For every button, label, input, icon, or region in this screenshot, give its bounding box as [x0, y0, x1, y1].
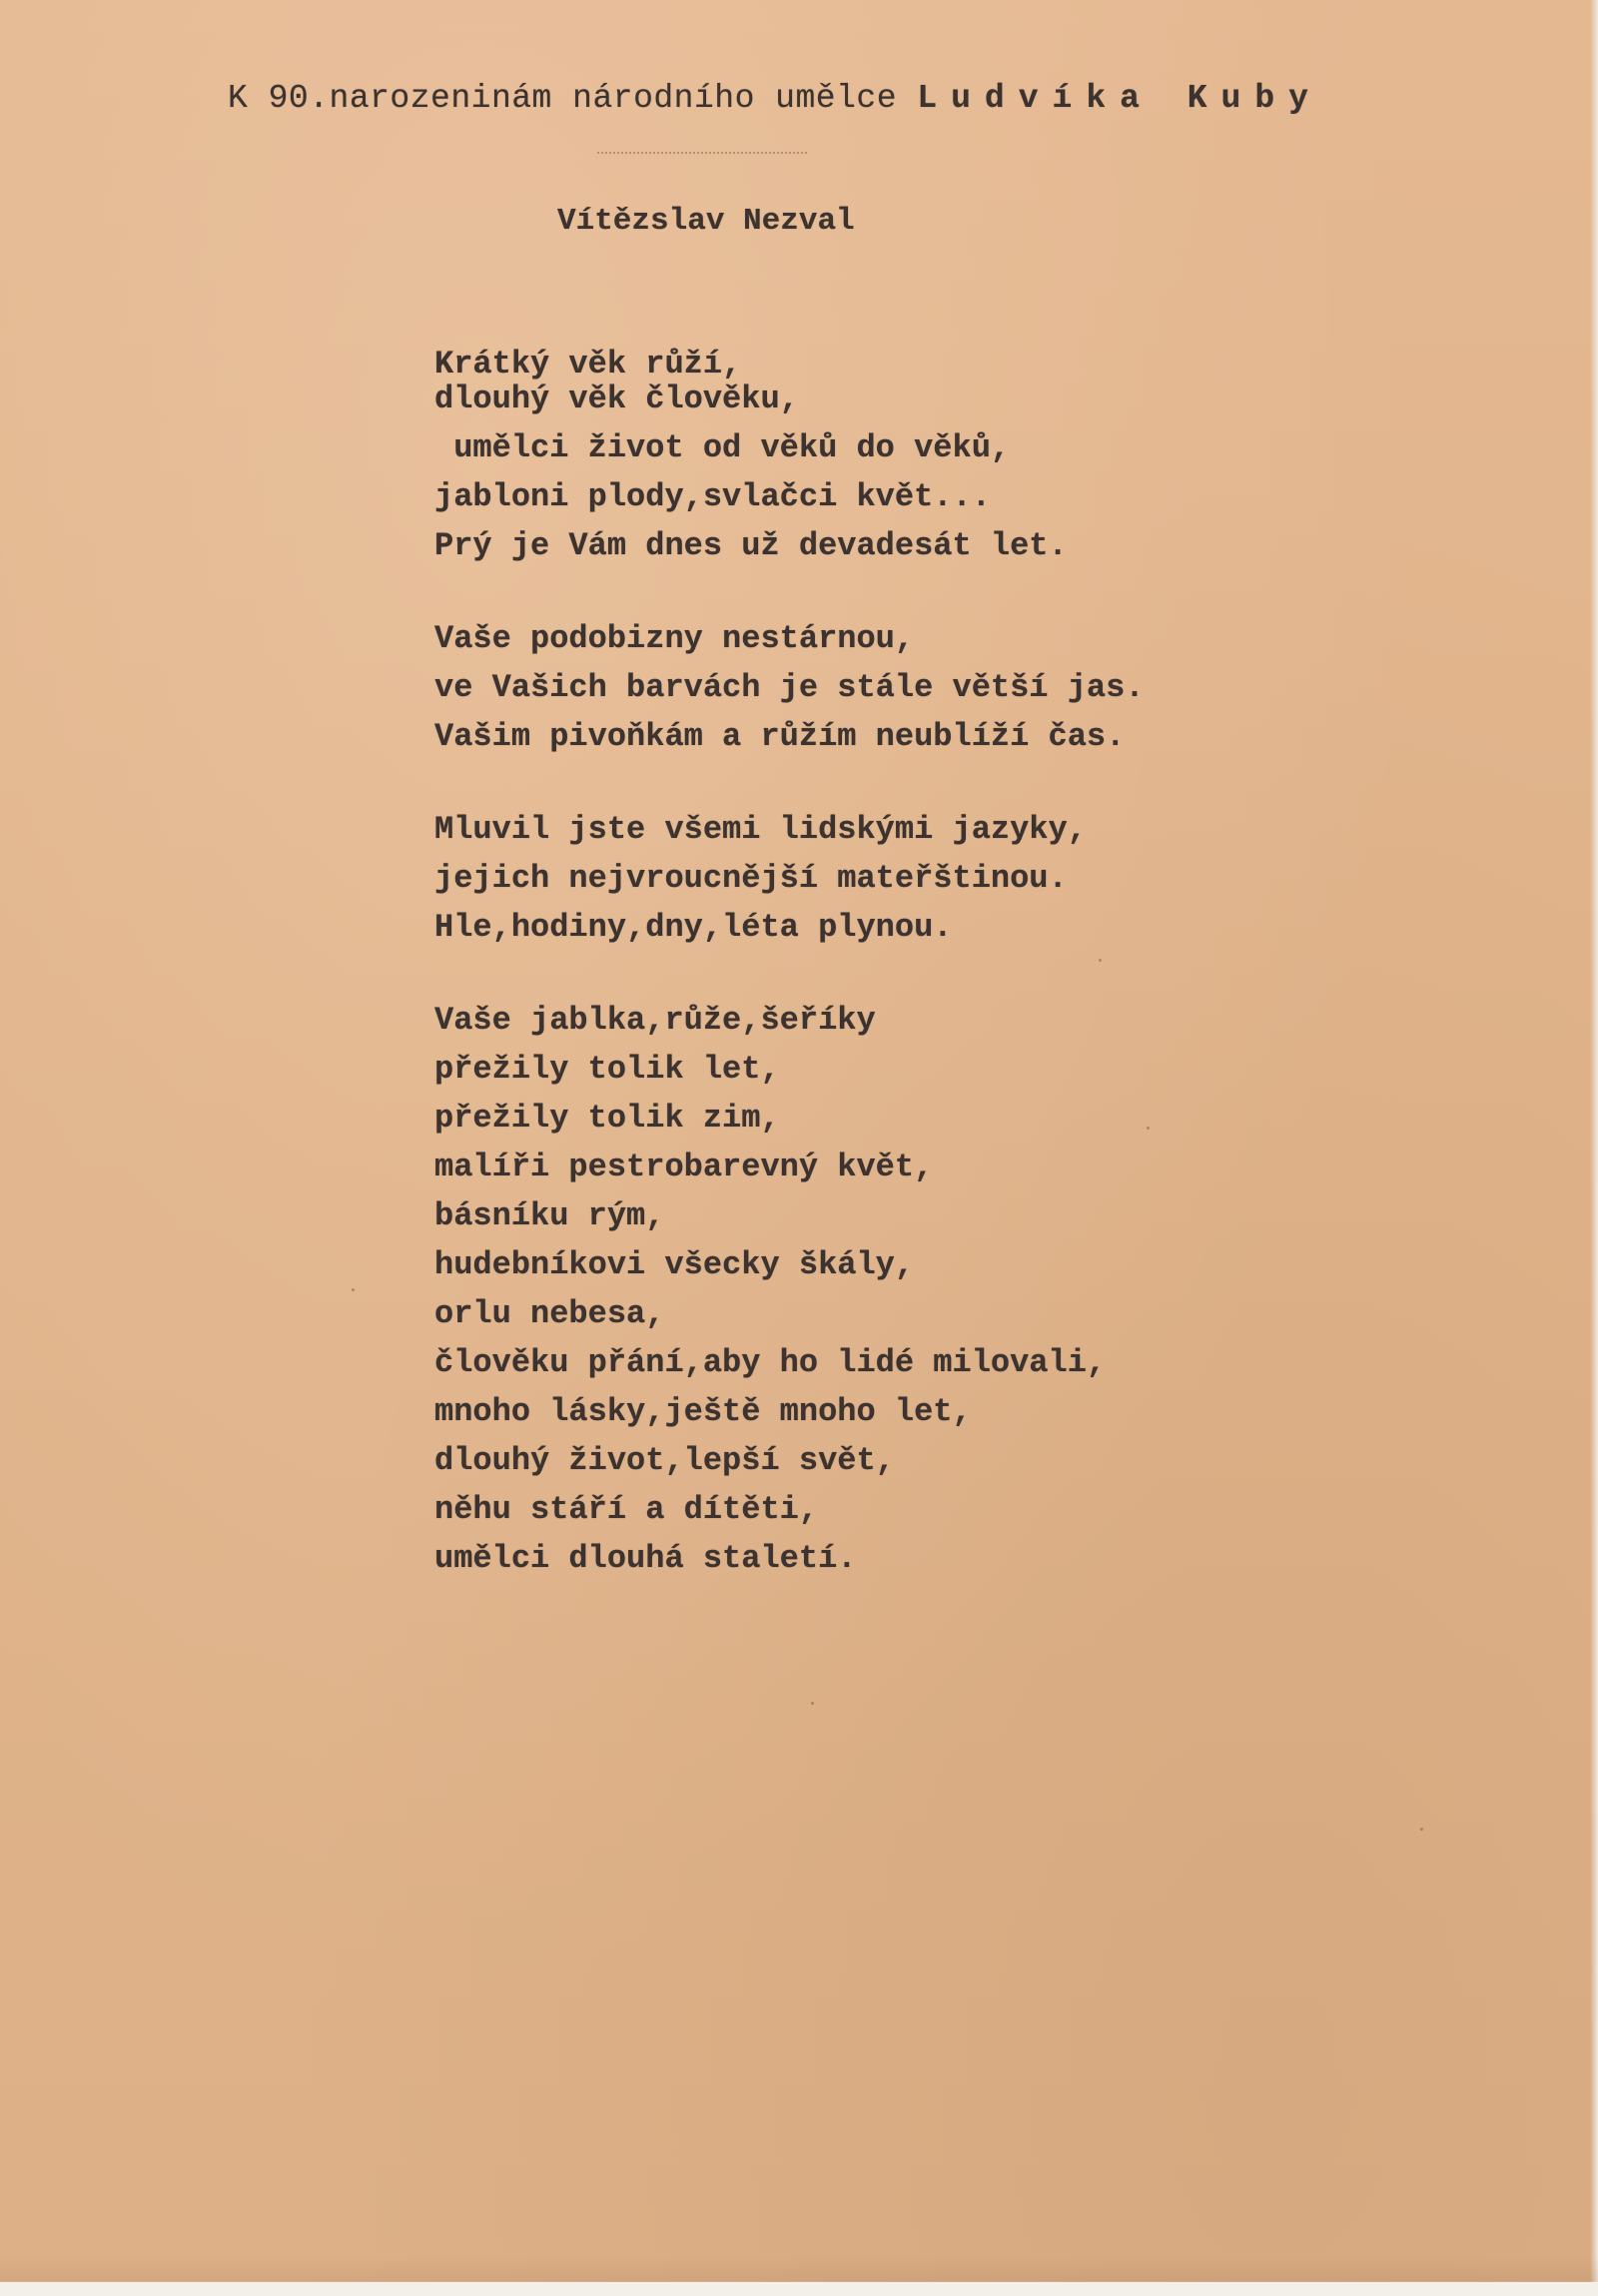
- document-heading: [228, 80, 1322, 117]
- poem-line: umělci život od věků do věků,: [434, 429, 1011, 466]
- poem-line: umělci dlouhá staletí.: [434, 1540, 857, 1577]
- stanza-4: [434, 996, 1333, 1583]
- heading-prefix: K 90.narozeninám národního umělce: [228, 80, 918, 117]
- poem-line: dlouhý život,lepší svět,: [434, 1442, 895, 1479]
- poem-line: Vaše podobizny nestárnou,: [434, 620, 915, 657]
- paper-speck: [811, 1702, 814, 1705]
- stanza-2: [434, 614, 1333, 761]
- poem-line: Hle,hodiny,dny,léta plynou.: [434, 909, 953, 946]
- poem-line: jejich nejvroucnější mateřštinou.: [434, 860, 1068, 897]
- poem-line: člověku přání,aby ho lidé milovali,: [434, 1344, 1107, 1381]
- poem-line: přežily tolik let,: [434, 1051, 780, 1088]
- author-name: Vítězslav Nezval: [557, 204, 855, 239]
- poem-line: hudebníkovi všecky škály,: [434, 1246, 915, 1283]
- poem-line: malíři pestrobarevný květ,: [434, 1148, 934, 1185]
- heading-separator: [597, 152, 807, 154]
- stanza-3: [434, 805, 1333, 952]
- paper-right-edge: [1590, 0, 1598, 2296]
- paper-speck: [1147, 1127, 1150, 1130]
- poem-line: básníku rým,: [434, 1197, 665, 1234]
- poem-body: [434, 340, 1333, 1627]
- paper-speck: [1099, 959, 1102, 962]
- poem-line: Krátký věk růží,: [434, 346, 742, 383]
- paper-bottom-edge: [0, 2282, 1598, 2296]
- stanza-1: [434, 340, 1333, 570]
- poem-line: dlouhý věk člověku,: [434, 381, 799, 417]
- paper-speck: [352, 1288, 355, 1291]
- poem-line: něhu stáří a dítěti,: [434, 1491, 819, 1528]
- poem-line: Vaše jablka,růže,šeříky: [434, 1002, 876, 1039]
- poem-line: Vašim pivoňkám a růžím neublíží čas.: [434, 718, 1126, 755]
- poem-line: Mluvil jste všemi lidskými jazyky,: [434, 811, 1087, 848]
- poem-line: orlu nebesa,: [434, 1295, 665, 1332]
- poem-line: přežily tolik zim,: [434, 1100, 780, 1137]
- poem-line: jabloni plody,svlačci květ...: [434, 478, 991, 515]
- poem-line: mnoho lásky,ještě mnoho let,: [434, 1393, 972, 1430]
- poem-line: Prý je Vám dnes už devadesát let.: [434, 527, 1068, 564]
- poem-line: ve Vašich barvách je stále větší jas.: [434, 669, 1145, 706]
- paper-speck: [1420, 1828, 1423, 1831]
- heading-honoree-name: Ludvíka Kuby: [917, 80, 1322, 117]
